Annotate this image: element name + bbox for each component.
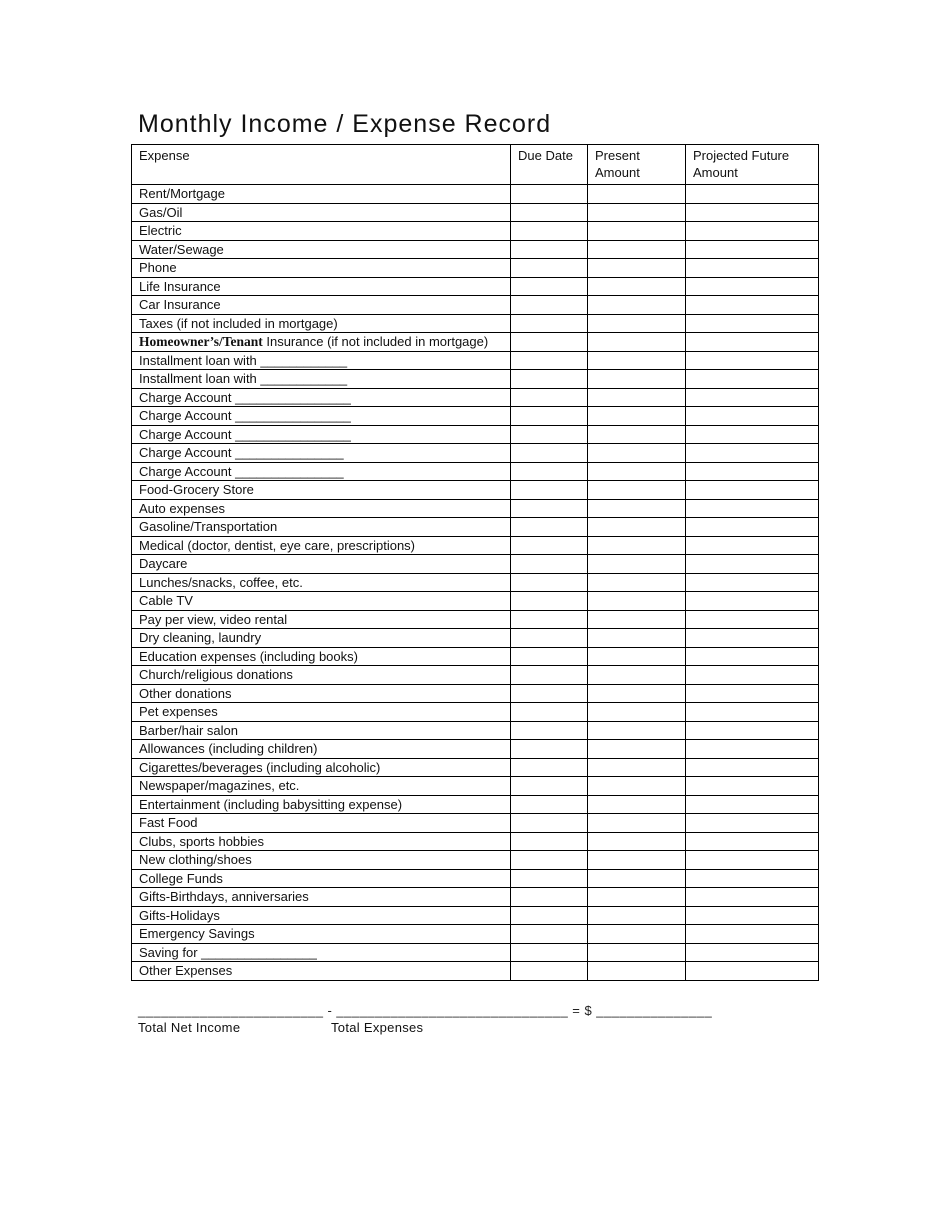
expense-label-cell — [132, 203, 511, 222]
expense-label: Charge Account ________________ — [139, 389, 351, 405]
expense-label: Auto expenses — [139, 500, 226, 516]
projected-future-amount-blank-cell — [686, 869, 819, 888]
present-amount-blank-cell — [588, 758, 686, 777]
projected-future-amount-blank-cell — [686, 666, 819, 685]
expense-label: Car Insurance — [139, 297, 221, 312]
expense-label: Barber/hair salon — [139, 722, 238, 738]
projected-future-amount-blank-cell — [686, 814, 819, 833]
projected-future-amount-blank-cell — [686, 425, 819, 444]
expense-label: Newspaper/magazines, etc. — [139, 778, 300, 793]
present-amount-blank-cell — [588, 277, 686, 296]
expense-label: Other donations — [139, 685, 232, 701]
due-date-blank-cell — [511, 814, 588, 833]
present-amount-blank-cell — [588, 684, 686, 703]
due-date-blank-cell — [511, 314, 588, 333]
table-row — [132, 518, 819, 537]
due-date-blank-cell — [511, 518, 588, 537]
expense-label-cell — [132, 740, 511, 759]
projected-future-amount-blank-cell — [686, 481, 819, 500]
expense-label: Daycare — [139, 556, 188, 571]
due-date-blank-cell — [511, 499, 588, 518]
expense-label: Other Expenses — [139, 963, 233, 978]
table-row — [132, 333, 819, 352]
table-row — [132, 407, 819, 426]
expense-table — [131, 144, 819, 981]
table-row — [132, 851, 819, 870]
expense-label-cell — [132, 555, 511, 574]
expense-label: Cigarettes/beverages (including alcoholic) — [139, 759, 381, 775]
expense-label-cell — [132, 925, 511, 944]
projected-future-amount-blank-cell — [686, 518, 819, 537]
expense-label-cell — [132, 462, 511, 481]
projected-future-amount-blank-cell — [686, 721, 819, 740]
expense-label: Rent/Mortgage — [139, 186, 225, 201]
projected-future-amount-blank-cell — [686, 185, 819, 204]
projected-future-amount-blank-cell — [686, 573, 819, 592]
table-row — [132, 481, 819, 500]
due-date-blank-cell — [511, 851, 588, 870]
total-net-income-blank: ________________________ — [138, 1002, 324, 1018]
projected-future-amount-blank-cell — [686, 795, 819, 814]
table-row — [132, 925, 819, 944]
table-row — [132, 610, 819, 629]
document-content — [131, 110, 821, 1037]
present-amount-blank-cell — [588, 185, 686, 204]
present-amount-blank-cell — [588, 425, 686, 444]
expense-label-cell — [132, 869, 511, 888]
expense-label: Charge Account _______________ — [139, 445, 344, 460]
header-projected-future-amount: Projected Future Amount — [686, 145, 819, 185]
expense-label-cell — [132, 518, 511, 537]
expense-label-cell — [132, 666, 511, 685]
expense-label-cell — [132, 943, 511, 962]
expense-label-cell — [132, 888, 511, 907]
due-date-blank-cell — [511, 925, 588, 944]
due-date-blank-cell — [511, 407, 588, 426]
due-date-blank-cell — [511, 425, 588, 444]
due-date-blank-cell — [511, 777, 588, 796]
projected-future-amount-blank-cell — [686, 629, 819, 648]
expense-label: Charge Account ________________ — [139, 426, 351, 442]
header-due-date: Due Date — [511, 145, 588, 185]
projected-future-amount-blank-cell — [686, 314, 819, 333]
expense-label: Life Insurance — [139, 278, 221, 294]
expense-label: Charge Account _______________ — [139, 463, 344, 479]
expense-label: Clubs, sports hobbies — [139, 833, 265, 849]
due-date-blank-cell — [511, 869, 588, 888]
present-amount-blank-cell — [588, 351, 686, 370]
due-date-blank-cell — [511, 684, 588, 703]
expense-label-cell — [132, 259, 511, 278]
total-expenses-label: Total Expenses — [331, 1019, 424, 1035]
expense-label-cell — [132, 647, 511, 666]
expense-label-cell — [132, 906, 511, 925]
projected-future-amount-blank-cell — [686, 259, 819, 278]
equals-dollar-sign: = $ — [572, 1002, 593, 1018]
table-row — [132, 536, 819, 555]
expense-label: Gas/Oil — [139, 204, 183, 220]
table-row — [132, 499, 819, 518]
expense-label-cell — [132, 814, 511, 833]
present-amount-blank-cell — [588, 740, 686, 759]
expense-label: Lunches/snacks, coffee, etc. — [139, 574, 303, 590]
expense-label: Food-Grocery Store — [139, 482, 254, 497]
projected-future-amount-blank-cell — [686, 536, 819, 555]
projected-future-amount-blank-cell — [686, 943, 819, 962]
table-header-row — [132, 145, 819, 185]
table-row — [132, 629, 819, 648]
due-date-blank-cell — [511, 740, 588, 759]
present-amount-blank-cell — [588, 259, 686, 278]
present-amount-blank-cell — [588, 240, 686, 259]
table-row — [132, 592, 819, 611]
present-amount-blank-cell — [588, 925, 686, 944]
due-date-blank-cell — [511, 388, 588, 407]
expense-label-cell — [132, 592, 511, 611]
due-date-blank-cell — [511, 758, 588, 777]
projected-future-amount-blank-cell — [686, 592, 819, 611]
projected-future-amount-blank-cell — [686, 444, 819, 463]
present-amount-blank-cell — [588, 647, 686, 666]
total-expenses-blank: ______________________________ — [336, 1002, 569, 1018]
due-date-blank-cell — [511, 481, 588, 500]
present-amount-blank-cell — [588, 536, 686, 555]
total-net-income-label: Total Net Income — [138, 1019, 241, 1035]
expense-label-cell — [132, 851, 511, 870]
due-date-blank-cell — [511, 647, 588, 666]
projected-future-amount-blank-cell — [686, 240, 819, 259]
expense-label-cell — [132, 777, 511, 796]
present-amount-blank-cell — [588, 555, 686, 574]
expense-label-cell — [132, 351, 511, 370]
projected-future-amount-blank-cell — [686, 851, 819, 870]
projected-future-amount-blank-cell — [686, 296, 819, 315]
present-amount-blank-cell — [588, 573, 686, 592]
expense-label-cell — [132, 296, 511, 315]
table-row — [132, 555, 819, 574]
projected-future-amount-blank-cell — [686, 222, 819, 241]
present-amount-blank-cell — [588, 814, 686, 833]
projected-future-amount-blank-cell — [686, 407, 819, 426]
expense-label: Installment loan with ____________ — [139, 371, 348, 386]
expense-label: Saving for ________________ — [139, 944, 317, 960]
expense-label: College Funds — [139, 870, 223, 886]
expense-label-cell — [132, 481, 511, 500]
present-amount-blank-cell — [588, 222, 686, 241]
due-date-blank-cell — [511, 185, 588, 204]
projected-future-amount-blank-cell — [686, 647, 819, 666]
due-date-blank-cell — [511, 462, 588, 481]
expense-label-cell — [132, 536, 511, 555]
projected-future-amount-blank-cell — [686, 351, 819, 370]
expense-label-cell — [132, 425, 511, 444]
expense-label: Installment loan with ____________ — [139, 352, 348, 368]
present-amount-blank-cell — [588, 203, 686, 222]
due-date-blank-cell — [511, 203, 588, 222]
due-date-blank-cell — [511, 555, 588, 574]
due-date-blank-cell — [511, 888, 588, 907]
expense-label-cell — [132, 610, 511, 629]
table-row — [132, 721, 819, 740]
present-amount-blank-cell — [588, 444, 686, 463]
projected-future-amount-blank-cell — [686, 203, 819, 222]
due-date-blank-cell — [511, 832, 588, 851]
expense-label: Phone — [139, 260, 177, 275]
present-amount-blank-cell — [588, 407, 686, 426]
due-date-blank-cell — [511, 610, 588, 629]
totals-section — [131, 1003, 821, 1037]
table-row — [132, 814, 819, 833]
expense-label-cell — [132, 499, 511, 518]
expense-label: Water/Sewage — [139, 241, 224, 257]
expense-label: Gasoline/Transportation — [139, 519, 278, 534]
present-amount-blank-cell — [588, 906, 686, 925]
due-date-blank-cell — [511, 592, 588, 611]
table-row — [132, 647, 819, 666]
table-row — [132, 740, 819, 759]
expense-label-cell — [132, 703, 511, 722]
table-row — [132, 240, 819, 259]
expense-label-cell — [132, 629, 511, 648]
present-amount-blank-cell — [588, 333, 686, 352]
present-amount-blank-cell — [588, 832, 686, 851]
expense-label: Medical (doctor, dentist, eye care, prescriptions) — [139, 537, 416, 553]
expense-label: Church/religious donations — [139, 667, 293, 682]
due-date-blank-cell — [511, 906, 588, 925]
expense-label: Insurance (if not included in mortgage) — [262, 334, 489, 349]
expense-label: Pet expenses — [139, 704, 218, 719]
expense-label: Electric — [139, 223, 182, 238]
table-row — [132, 259, 819, 278]
projected-future-amount-blank-cell — [686, 277, 819, 296]
present-amount-blank-cell — [588, 296, 686, 315]
projected-future-amount-blank-cell — [686, 758, 819, 777]
table-row — [132, 370, 819, 389]
present-amount-blank-cell — [588, 388, 686, 407]
present-amount-blank-cell — [588, 499, 686, 518]
projected-future-amount-blank-cell — [686, 740, 819, 759]
projected-future-amount-blank-cell — [686, 925, 819, 944]
due-date-blank-cell — [511, 795, 588, 814]
page-title: Monthly Income / Expense Record — [138, 110, 552, 138]
projected-future-amount-blank-cell — [686, 684, 819, 703]
due-date-blank-cell — [511, 629, 588, 648]
table-row — [132, 758, 819, 777]
expense-label-cell — [132, 240, 511, 259]
present-amount-blank-cell — [588, 851, 686, 870]
expense-label-cell — [132, 758, 511, 777]
projected-future-amount-blank-cell — [686, 962, 819, 981]
table-row — [132, 388, 819, 407]
projected-future-amount-blank-cell — [686, 888, 819, 907]
expense-label-cell — [132, 795, 511, 814]
table-row — [132, 962, 819, 981]
table-row — [132, 703, 819, 722]
present-amount-blank-cell — [588, 869, 686, 888]
due-date-blank-cell — [511, 351, 588, 370]
expense-label: Gifts-Birthdays, anniversaries — [139, 889, 309, 904]
projected-future-amount-blank-cell — [686, 370, 819, 389]
expense-label: Taxes (if not included in mortgage) — [139, 315, 338, 331]
expense-label-cell — [132, 407, 511, 426]
present-amount-blank-cell — [588, 629, 686, 648]
projected-future-amount-blank-cell — [686, 462, 819, 481]
present-amount-blank-cell — [588, 481, 686, 500]
due-date-blank-cell — [511, 222, 588, 241]
table-row — [132, 666, 819, 685]
expense-label: Emergency Savings — [139, 926, 255, 941]
projected-future-amount-blank-cell — [686, 388, 819, 407]
table-row — [132, 777, 819, 796]
due-date-blank-cell — [511, 296, 588, 315]
table-row — [132, 296, 819, 315]
present-amount-blank-cell — [588, 703, 686, 722]
due-date-blank-cell — [511, 536, 588, 555]
projected-future-amount-blank-cell — [686, 906, 819, 925]
expense-label: New clothing/shoes — [139, 852, 252, 867]
header-present-amount: Present Amount — [588, 145, 686, 185]
expense-label-cell — [132, 388, 511, 407]
due-date-blank-cell — [511, 721, 588, 740]
table-row — [132, 444, 819, 463]
due-date-blank-cell — [511, 703, 588, 722]
expense-label-cell — [132, 277, 511, 296]
projected-future-amount-blank-cell — [686, 832, 819, 851]
expense-label-cell — [132, 333, 511, 352]
projected-future-amount-blank-cell — [686, 610, 819, 629]
present-amount-blank-cell — [588, 518, 686, 537]
due-date-blank-cell — [511, 573, 588, 592]
due-date-blank-cell — [511, 666, 588, 685]
projected-future-amount-blank-cell — [686, 499, 819, 518]
expense-label-bold: Homeowner’s/Tenant — [139, 334, 263, 349]
due-date-blank-cell — [511, 370, 588, 389]
due-date-blank-cell — [511, 943, 588, 962]
expense-label-cell — [132, 370, 511, 389]
expense-label-cell — [132, 684, 511, 703]
expense-label-cell — [132, 721, 511, 740]
table-row — [132, 425, 819, 444]
table-row — [132, 222, 819, 241]
present-amount-blank-cell — [588, 795, 686, 814]
table-row — [132, 684, 819, 703]
expense-label-cell — [132, 832, 511, 851]
present-amount-blank-cell — [588, 666, 686, 685]
present-amount-blank-cell — [588, 610, 686, 629]
due-date-blank-cell — [511, 962, 588, 981]
table-row — [132, 185, 819, 204]
present-amount-blank-cell — [588, 592, 686, 611]
present-amount-blank-cell — [588, 777, 686, 796]
present-amount-blank-cell — [588, 962, 686, 981]
due-date-blank-cell — [511, 277, 588, 296]
due-date-blank-cell — [511, 444, 588, 463]
totals-labels-line — [138, 1019, 821, 1037]
present-amount-blank-cell — [588, 888, 686, 907]
expense-label-cell — [132, 962, 511, 981]
header-expense: Expense — [132, 145, 511, 185]
expense-label-cell — [132, 222, 511, 241]
table-row — [132, 277, 819, 296]
expense-label: Charge Account ________________ — [139, 408, 351, 423]
totals-blank-line — [138, 1003, 821, 1019]
expense-label: Gifts-Holidays — [139, 907, 220, 923]
table-row — [132, 888, 819, 907]
result-blank: _______________ — [596, 1002, 713, 1018]
expense-label-cell — [132, 185, 511, 204]
due-date-blank-cell — [511, 333, 588, 352]
present-amount-blank-cell — [588, 721, 686, 740]
table-row — [132, 203, 819, 222]
minus-sign: - — [327, 1002, 333, 1018]
table-row — [132, 906, 819, 925]
expense-label: Fast Food — [139, 815, 198, 830]
expense-label: Entertainment (including babysitting expense) — [139, 796, 403, 812]
present-amount-blank-cell — [588, 462, 686, 481]
expense-label-cell — [132, 573, 511, 592]
table-row — [132, 573, 819, 592]
expense-label-cell — [132, 444, 511, 463]
expense-label: Allowances (including children) — [139, 741, 318, 756]
table-row — [132, 795, 819, 814]
projected-future-amount-blank-cell — [686, 703, 819, 722]
projected-future-amount-blank-cell — [686, 777, 819, 796]
present-amount-blank-cell — [588, 943, 686, 962]
table-row — [132, 351, 819, 370]
table-row — [132, 832, 819, 851]
present-amount-blank-cell — [588, 370, 686, 389]
expense-label: Education expenses (including books) — [139, 648, 358, 664]
table-row — [132, 462, 819, 481]
table-row — [132, 869, 819, 888]
due-date-blank-cell — [511, 240, 588, 259]
due-date-blank-cell — [511, 259, 588, 278]
expense-label: Cable TV — [139, 593, 193, 608]
table-row — [132, 314, 819, 333]
projected-future-amount-blank-cell — [686, 333, 819, 352]
expense-label: Pay per view, video rental — [139, 611, 288, 627]
table-row — [132, 943, 819, 962]
present-amount-blank-cell — [588, 314, 686, 333]
projected-future-amount-blank-cell — [686, 555, 819, 574]
expense-label-cell — [132, 314, 511, 333]
expense-label: Dry cleaning, laundry — [139, 630, 262, 645]
